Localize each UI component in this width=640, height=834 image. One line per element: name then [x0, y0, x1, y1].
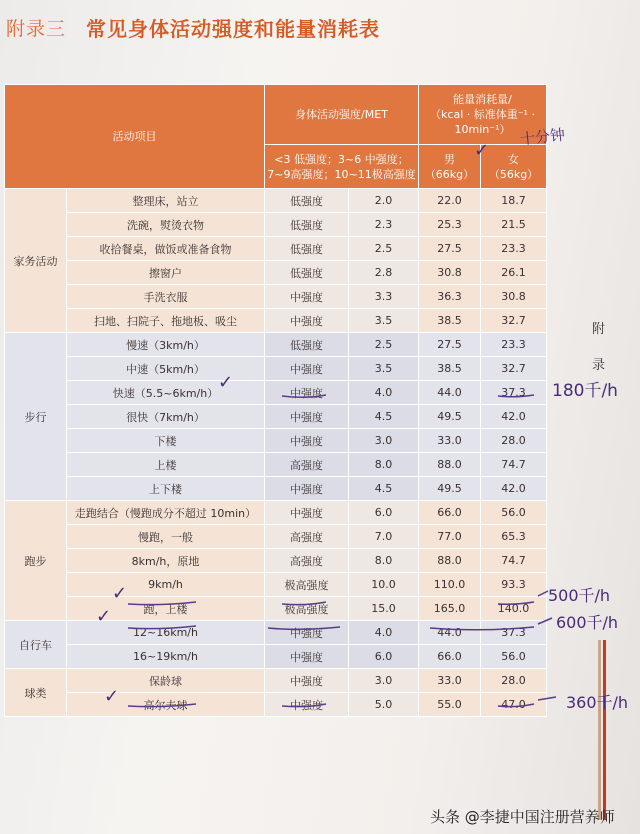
female-kcal-cell: 28.0	[481, 669, 547, 693]
met-cell: 10.0	[349, 573, 419, 597]
intensity-cell: 中强度	[265, 309, 349, 333]
header-male-weight: （66kg）	[424, 167, 475, 181]
male-kcal-cell: 66.0	[419, 645, 481, 669]
intensity-cell: 低强度	[265, 189, 349, 213]
table-row	[5, 549, 547, 573]
table-row	[5, 381, 547, 405]
met-cell: 3.3	[349, 285, 419, 309]
female-kcal-cell: 23.3	[481, 237, 547, 261]
met-cell: 2.8	[349, 261, 419, 285]
table-row	[5, 597, 547, 621]
met-cell: 2.5	[349, 237, 419, 261]
met-cell: 4.0	[349, 621, 419, 645]
intensity-cell: 高强度	[265, 549, 349, 573]
table-row	[5, 501, 547, 525]
table-row	[5, 333, 547, 357]
handwritten-note-run8: 500千/h	[548, 586, 611, 605]
activity-cell: 整理床，站立	[67, 189, 265, 213]
intensity-cell: 中强度	[265, 405, 349, 429]
male-kcal-cell: 110.0	[419, 573, 481, 597]
male-kcal-cell: 66.0	[419, 501, 481, 525]
male-kcal-cell: 88.0	[419, 453, 481, 477]
activity-cell: 扫地、扫院子、拖地板、吸尘	[67, 309, 265, 333]
male-kcal-cell: 49.5	[419, 477, 481, 501]
table-title: 常见身体活动强度和能量消耗表	[86, 16, 381, 41]
table-row	[5, 261, 547, 285]
met-cell: 3.5	[349, 309, 419, 333]
female-kcal-cell: 28.0	[481, 429, 547, 453]
table-row	[5, 453, 547, 477]
met-cell: 7.0	[349, 525, 419, 549]
male-kcal-cell: 27.5	[419, 333, 481, 357]
margin-color-strip	[598, 640, 610, 820]
met-cell: 4.0	[349, 381, 419, 405]
intensity-cell: 中强度	[265, 357, 349, 381]
side-mark-1: 附	[592, 322, 606, 337]
activity-cell: 跑，上楼	[67, 597, 265, 621]
handwritten-note-ten-minutes: 十分钟	[519, 125, 566, 149]
category-cell: 自行车	[5, 621, 67, 669]
table-row	[5, 405, 547, 429]
female-kcal-cell: 74.7	[481, 549, 547, 573]
category-cell: 跑步	[5, 501, 67, 621]
met-cell: 3.0	[349, 429, 419, 453]
intensity-cell: 中强度	[265, 381, 349, 405]
male-kcal-cell: 55.0	[419, 693, 481, 717]
female-kcal-cell: 32.7	[481, 357, 547, 381]
activity-cell: 中速（5km/h）	[67, 357, 265, 381]
female-kcal-cell: 21.5	[481, 213, 547, 237]
female-kcal-cell: 56.0	[481, 645, 547, 669]
male-kcal-cell: 36.3	[419, 285, 481, 309]
activity-cell: 16~19km/h	[67, 645, 265, 669]
met-cell: 2.0	[349, 189, 419, 213]
intensity-cell: 中强度	[265, 429, 349, 453]
male-kcal-cell: 30.8	[419, 261, 481, 285]
table-row	[5, 693, 547, 717]
activity-cell: 保龄球	[67, 669, 265, 693]
male-kcal-cell: 49.5	[419, 405, 481, 429]
handwritten-check-bike: ✓	[104, 686, 120, 707]
activity-cell: 12~16km/h	[67, 621, 265, 645]
male-kcal-cell: 165.0	[419, 597, 481, 621]
met-cell: 6.0	[349, 645, 419, 669]
met-cell: 6.0	[349, 501, 419, 525]
activity-cell: 擦窗户	[67, 261, 265, 285]
female-kcal-cell: 30.8	[481, 285, 547, 309]
met-cell: 2.3	[349, 213, 419, 237]
intensity-cell: 极高强度	[265, 597, 349, 621]
female-kcal-cell: 18.7	[481, 189, 547, 213]
met-cell: 8.0	[349, 549, 419, 573]
category-cell: 家务活动	[5, 189, 67, 333]
watermark: 头条 @李捷中国注册营养师	[430, 808, 615, 826]
met-cell: 5.0	[349, 693, 419, 717]
activity-cell: 走跑结合（慢跑成分不超过 10min）	[67, 501, 265, 525]
table-row	[5, 237, 547, 261]
intensity-cell: 低强度	[265, 333, 349, 357]
female-kcal-cell: 23.3	[481, 333, 547, 357]
intensity-cell: 高强度	[265, 453, 349, 477]
table-row	[5, 213, 547, 237]
category-cell: 球类	[5, 669, 67, 717]
met-cell: 8.0	[349, 453, 419, 477]
male-kcal-cell: 44.0	[419, 381, 481, 405]
intensity-cell: 低强度	[265, 261, 349, 285]
female-kcal-cell: 65.3	[481, 525, 547, 549]
met-cell: 4.5	[349, 477, 419, 501]
intensity-cell: 中强度	[265, 501, 349, 525]
female-kcal-cell: 42.0	[481, 405, 547, 429]
met-cell: 3.0	[349, 669, 419, 693]
intensity-cell: 高强度	[265, 525, 349, 549]
table-row	[5, 669, 547, 693]
male-kcal-cell: 33.0	[419, 669, 481, 693]
appendix-label: 附录三	[6, 17, 67, 40]
intensity-cell: 低强度	[265, 213, 349, 237]
intensity-cell: 极高强度	[265, 573, 349, 597]
activity-cell: 洗碗，熨烫衣物	[67, 213, 265, 237]
activity-cell: 8km/h，原地	[67, 549, 265, 573]
header-male	[419, 145, 481, 189]
activity-cell: 快速（5.5~6km/h）	[67, 381, 265, 405]
female-kcal-cell: 26.1	[481, 261, 547, 285]
page-title	[6, 10, 380, 44]
handwritten-check-top: ✓	[474, 140, 490, 161]
female-kcal-cell: 93.3	[481, 573, 547, 597]
table-row	[5, 309, 547, 333]
header-female-label: 女	[508, 152, 519, 166]
met-cell: 15.0	[349, 597, 419, 621]
header-energy-line3: 10min⁻¹）	[454, 123, 511, 136]
header-intensity: 身体活动强度/MET	[265, 85, 419, 145]
female-kcal-cell: 140.0	[481, 597, 547, 621]
intensity-cell: 中强度	[265, 693, 349, 717]
male-kcal-cell: 38.5	[419, 309, 481, 333]
activity-energy-table	[4, 84, 547, 717]
handwritten-note-walk: 180千/h	[552, 381, 618, 401]
male-kcal-cell: 22.0	[419, 189, 481, 213]
activity-cell: 9km/h	[67, 573, 265, 597]
met-cell: 4.5	[349, 405, 419, 429]
table-row	[5, 525, 547, 549]
female-kcal-cell: 56.0	[481, 501, 547, 525]
header-intensity-note-1: <3 低强度；3~6 中强度；	[274, 152, 409, 166]
male-kcal-cell: 44.0	[419, 621, 481, 645]
header-female-weight: （56kg）	[488, 167, 539, 181]
male-kcal-cell: 27.5	[419, 237, 481, 261]
female-kcal-cell: 74.7	[481, 453, 547, 477]
female-kcal-cell: 47.0	[481, 693, 547, 717]
table-row	[5, 285, 547, 309]
intensity-cell: 中强度	[265, 477, 349, 501]
header-energy-line2: （kcal · 标准体重⁻¹ ·	[430, 108, 535, 121]
table-row	[5, 621, 547, 645]
header-intensity-note-2: 7~9高强度；10~11极高强度	[267, 167, 416, 181]
handwritten-check-walk: ✓	[218, 372, 234, 393]
activity-cell: 高尔夫球	[67, 693, 265, 717]
met-cell: 3.5	[349, 357, 419, 381]
male-kcal-cell: 33.0	[419, 429, 481, 453]
header-male-label: 男	[444, 152, 455, 166]
activity-cell: 收拾餐桌，做饭或准备食物	[67, 237, 265, 261]
header-intensity-note	[265, 145, 419, 189]
activity-cell: 下楼	[67, 429, 265, 453]
handwritten-check-run9: ✓	[96, 606, 112, 627]
table-row	[5, 189, 547, 213]
handwritten-check-run8: ✓	[112, 583, 128, 604]
met-cell: 2.5	[349, 333, 419, 357]
intensity-cell: 中强度	[265, 285, 349, 309]
handwritten-note-run9: 600千/h	[556, 613, 619, 632]
female-kcal-cell: 42.0	[481, 477, 547, 501]
female-kcal-cell: 32.7	[481, 309, 547, 333]
table-body	[5, 189, 547, 717]
table-row	[5, 477, 547, 501]
table-row	[5, 573, 547, 597]
female-kcal-cell: 37.3	[481, 621, 547, 645]
activity-cell: 上下楼	[67, 477, 265, 501]
table-row	[5, 645, 547, 669]
intensity-cell: 中强度	[265, 669, 349, 693]
male-kcal-cell: 77.0	[419, 525, 481, 549]
side-mark-2: 录	[592, 358, 606, 373]
intensity-cell: 中强度	[265, 645, 349, 669]
activity-cell: 很快（7km/h）	[67, 405, 265, 429]
activity-cell: 慢速（3km/h）	[67, 333, 265, 357]
activity-cell: 上楼	[67, 453, 265, 477]
handwritten-note-bike: 360千/h	[566, 693, 629, 712]
header-female	[481, 145, 547, 189]
activity-cell: 慢跑，一般	[67, 525, 265, 549]
intensity-cell: 低强度	[265, 237, 349, 261]
category-cell: 步行	[5, 333, 67, 501]
male-kcal-cell: 88.0	[419, 549, 481, 573]
male-kcal-cell: 25.3	[419, 213, 481, 237]
header-activity: 活动项目	[5, 85, 265, 189]
header-energy-line1: 能量消耗量/	[453, 93, 512, 106]
table-row	[5, 429, 547, 453]
male-kcal-cell: 38.5	[419, 357, 481, 381]
female-kcal-cell: 37.3	[481, 381, 547, 405]
table-row	[5, 357, 547, 381]
intensity-cell: 中强度	[265, 621, 349, 645]
activity-cell: 手洗衣服	[67, 285, 265, 309]
